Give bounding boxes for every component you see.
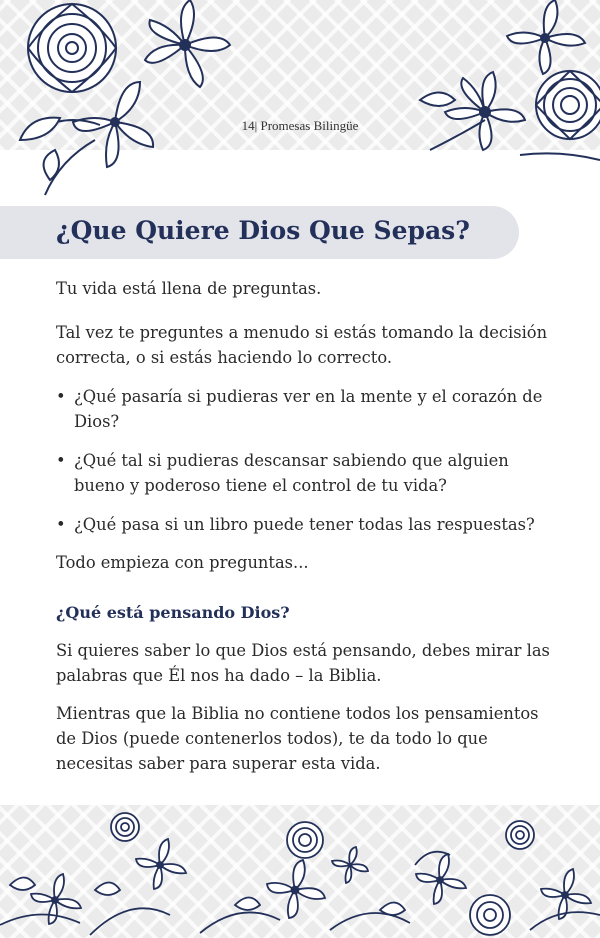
body-content — [56, 276, 556, 776]
list-item — [56, 448, 556, 498]
rose-icon — [287, 822, 323, 858]
question-paragraph: Tal vez te preguntes a menudo si estás tomando la decisión correcta, o si estás haciendo lo correcto. — [56, 323, 548, 367]
intro-paragraph: Tu vida está llena de preguntas. — [56, 279, 322, 298]
know-paragraph: Si quieres saber lo que Dios está pensando, debes mirar las palabras que Él nos ha dado – la Biblia. — [56, 641, 550, 685]
list-item — [56, 384, 556, 434]
flower-icon — [507, 0, 585, 74]
flower-icon — [332, 847, 368, 883]
bullet-icon: • — [56, 515, 66, 534]
bullet-icon: • — [56, 451, 66, 470]
list-item-text: ¿Qué tal si pudieras descansar sabiendo que alguien bueno y poderoso tiene el control de tu vida? — [74, 451, 509, 495]
flower-icon — [267, 860, 325, 918]
final-paragraph: Mientras que la Biblia no contiene todos los pensamientos de Dios (puede contenerlos todos), te da todo lo que necesitas saber para superar esta vida. — [56, 704, 539, 773]
question-list — [56, 384, 556, 537]
list-item-text: ¿Qué pasa si un libro puede tener todas las respuestas? — [74, 515, 535, 534]
flower-icon — [145, 0, 230, 87]
start-line: Todo empieza con preguntas... — [56, 553, 309, 572]
bullet-icon: • — [56, 387, 66, 406]
list-item-text: ¿Qué pasaría si pudieras ver en la mente y el corazón de Dios? — [74, 387, 543, 431]
rose-icon — [470, 895, 510, 935]
section-subheading: ¿Qué está pensando Dios? — [56, 603, 290, 622]
flower-icon — [416, 854, 466, 904]
rose-icon — [506, 821, 534, 849]
page-header-label: 14| Promesas Bilingüe — [241, 118, 359, 133]
title-bar — [0, 206, 519, 259]
page-title: ¿Que Quiere Dios Que Sepas? — [56, 216, 470, 245]
rose-icon — [28, 4, 116, 92]
flower-icon — [445, 72, 525, 150]
top-floral-illustration — [0, 0, 600, 200]
rose-icon — [111, 813, 139, 841]
bottom-floral-illustration — [0, 805, 600, 938]
list-item — [56, 512, 556, 537]
flower-icon — [136, 839, 186, 889]
